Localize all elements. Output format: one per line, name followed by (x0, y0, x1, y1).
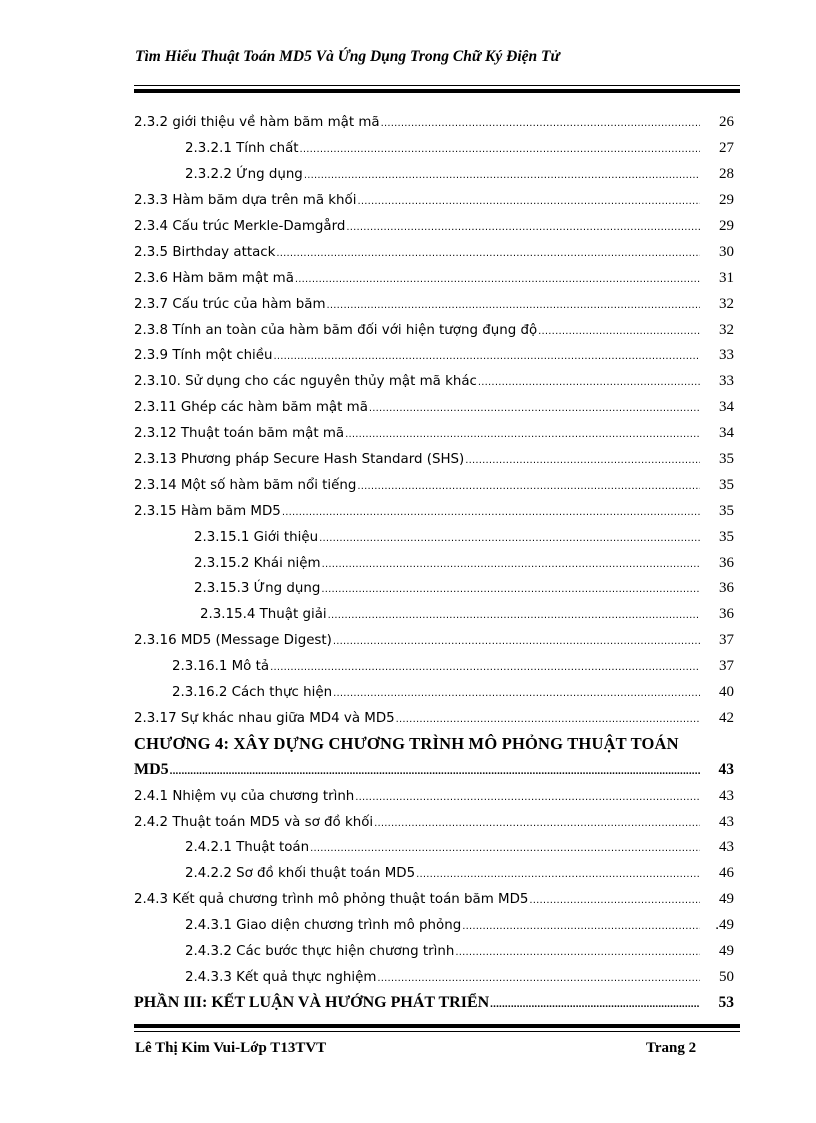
toc-entry-label: 2.3.2.1 Tính chất (185, 141, 299, 157)
dot-leader (369, 403, 700, 414)
toc-entry-page: 50 (719, 968, 734, 985)
toc-entry-page: 43 (719, 839, 734, 856)
toc-entry-page: 49 (719, 943, 734, 960)
header-rule-thick (134, 89, 740, 93)
toc-entry-label: 2.3.2 giới thiệu về hàm băm mật mã (134, 115, 380, 131)
toc-entry[interactable] (134, 654, 734, 680)
toc-entry-page: 35 (719, 451, 734, 468)
toc-entry[interactable] (134, 913, 734, 939)
dot-leader (170, 765, 700, 777)
dot-leader (333, 636, 700, 647)
toc-chapter-4 (134, 731, 734, 783)
toc-entry[interactable] (134, 550, 734, 576)
dot-leader (355, 792, 700, 803)
footer-author: Lê Thị Kim Vui-Lớp T13TVT (135, 1040, 327, 1056)
toc-entry-page: 40 (719, 684, 734, 701)
toc-entry-label: 2.3.8 Tính an toàn của hàm băm đối với hiện tượng đụng độ (134, 322, 538, 338)
toc-entry-page: 35 (719, 528, 734, 545)
toc-section-2-4 (134, 783, 734, 990)
toc-entry[interactable] (134, 214, 734, 240)
footer-rule-thin (134, 1031, 740, 1032)
toc-entry-label: 2.4.2 Thuật toán MD5 và sơ đồ khối (134, 814, 374, 830)
running-header-title: Tìm Hiểu Thuật Toán MD5 Và Ứng Dụng Trong Chữ Ký Điện Tử (135, 48, 560, 65)
toc-entry-page: 49 (719, 891, 734, 908)
table-of-contents (134, 110, 734, 1016)
dot-leader (322, 559, 700, 570)
toc-entry[interactable] (134, 265, 734, 291)
toc-part-3[interactable] (134, 990, 734, 1016)
toc-entry-label: 2.3.15.1 Giới thiệu (194, 529, 319, 545)
toc-entry-page: 34 (719, 399, 734, 416)
toc-entry-label: 2.3.15 Hàm băm MD5 (134, 503, 281, 519)
toc-entry-label: 2.3.4 Cấu trúc Merkle-Damgård (134, 219, 346, 234)
toc-entry-page: 36 (719, 554, 734, 571)
toc-entry-label: 2.4.3.3 Kết quả thực nghiệm (185, 969, 377, 985)
toc-entry[interactable] (134, 421, 734, 447)
toc-entry-page: 31 (719, 269, 734, 286)
toc-entry-label: 2.3.5 Birthday attack (134, 244, 276, 260)
toc-entry[interactable] (134, 576, 734, 602)
header-rule-thin (134, 85, 740, 86)
dot-leader (381, 118, 700, 129)
toc-entry-page: 37 (719, 658, 734, 675)
toc-entry-page: 29 (719, 192, 734, 209)
dot-leader (455, 947, 700, 958)
dot-leader (274, 351, 701, 362)
toc-entry-page: 34 (719, 425, 734, 442)
toc-entry-label: 2.3.6 Hàm băm mật mã (134, 270, 294, 286)
toc-entry[interactable] (134, 239, 734, 265)
toc-entry[interactable] (134, 291, 734, 317)
toc-entry-page: 43 (719, 813, 734, 830)
dot-leader (276, 248, 700, 259)
toc-entry-label: 2.3.7 Cấu trúc của hàm băm (134, 296, 326, 312)
toc-entry-label: 2.3.15.2 Khái niệm (194, 555, 321, 571)
dot-leader (377, 973, 700, 984)
toc-entry[interactable] (134, 809, 734, 835)
toc-entry-page: 43 (719, 787, 734, 804)
dot-leader (346, 222, 700, 233)
toc-entry[interactable] (134, 162, 734, 188)
toc-entry-page: 32 (719, 321, 734, 338)
toc-entry-label: 2.4.2.1 Thuật toán (185, 840, 310, 856)
toc-entry-page: 36 (719, 580, 734, 597)
toc-entry[interactable] (134, 705, 734, 731)
toc-entry[interactable] (134, 628, 734, 654)
toc-entry-page: 26 (719, 114, 734, 131)
dot-leader (416, 869, 700, 880)
toc-entry-label: 2.3.9 Tính một chiều (134, 348, 273, 364)
toc-entry-page: 43 (718, 761, 734, 779)
toc-entry[interactable] (134, 343, 734, 369)
toc-entry-label: 2.3.14 Một số hàm băm nổi tiếng (134, 477, 357, 493)
toc-entry-label: 2.3.11 Ghép các hàm băm mật mã (134, 400, 368, 416)
toc-entry[interactable] (134, 498, 734, 524)
toc-entry-label: 2.4.2.2 Sơ đồ khối thuật toán MD5 (185, 866, 416, 882)
toc-entry-label: 2.3.15.4 Thuật giải (200, 607, 327, 623)
toc-section-2-3 (134, 110, 734, 731)
toc-entry-label: 2.3.2.2 Ứng dụng (185, 167, 303, 183)
toc-entry-page: 35 (719, 476, 734, 493)
dot-leader (396, 714, 700, 725)
toc-entry[interactable] (134, 317, 734, 343)
chapter-4-title-continued[interactable] (134, 757, 734, 783)
toc-entry-label: 2.3.12 Thuật toán băm mật mã (134, 426, 345, 442)
toc-entry-page: 46 (719, 865, 734, 882)
toc-entry-label: 2.3.16 MD5 (Message Digest) (134, 633, 332, 649)
dot-leader (310, 843, 700, 854)
toc-entry[interactable] (134, 447, 734, 473)
toc-entry[interactable] (134, 887, 734, 913)
footer-page-number: Trang 2 (646, 1040, 697, 1056)
toc-entry-page: 29 (719, 218, 734, 234)
toc-entry-label: 2.3.15.3 Ứng dụng (194, 581, 321, 597)
dot-leader (374, 818, 700, 829)
toc-entry[interactable] (134, 835, 734, 861)
toc-entry-page: 30 (719, 243, 734, 260)
toc-entry-label: 2.4.3 Kết quả chương trình mô phỏng thuật toán băm MD5 (134, 892, 529, 908)
toc-entry[interactable] (134, 110, 734, 136)
dot-leader (327, 300, 700, 311)
dot-leader (462, 921, 700, 932)
toc-entry-label: 2.4.1 Nhiệm vụ của chương trình (134, 788, 355, 804)
toc-entry[interactable] (134, 524, 734, 550)
toc-entry[interactable] (134, 136, 734, 162)
toc-entry[interactable] (134, 369, 734, 395)
toc-entry[interactable] (134, 861, 734, 887)
toc-entry[interactable] (134, 472, 734, 498)
dot-leader (319, 533, 700, 544)
toc-entry-label: 2.3.13 Phương pháp Secure Hash Standard (SHS) (134, 452, 465, 468)
dot-leader (529, 895, 700, 906)
chapter-4-title: CHƯƠNG 4: XÂY DỰNG CHƯƠNG TRÌNH MÔ PHỎNG THUẬT TOÁN (134, 734, 679, 754)
dot-leader (328, 610, 700, 621)
dot-leader (295, 274, 700, 285)
toc-entry-label: 2.3.16.2 Cách thực hiện (172, 685, 333, 701)
toc-entry-label: PHẦN III: KẾT LUẬN VÀ HƯỚNG PHÁT TRIỂN (134, 994, 490, 1012)
dot-leader (478, 377, 700, 388)
toc-entry-label: 2.4.3.1 Giao diện chương trình mô phỏng (185, 918, 462, 934)
toc-entry-label: 2.3.10. Sử dụng cho các nguyên thủy mật mã khác (134, 374, 477, 390)
dot-leader (333, 688, 700, 699)
toc-entry-page: 53 (718, 994, 734, 1012)
toc-entry[interactable] (134, 602, 734, 628)
toc-entry-page: 27 (719, 140, 734, 157)
dot-leader (300, 144, 700, 155)
dot-leader (304, 170, 700, 181)
toc-entry-label: 2.3.3 Hàm băm dựa trên mã khối (134, 193, 357, 209)
toc-entry-page: 33 (719, 373, 734, 390)
dot-leader (357, 481, 700, 492)
toc-entry[interactable] (134, 680, 734, 706)
dot-leader (465, 455, 700, 466)
toc-entry-page: 37 (719, 632, 734, 649)
dot-leader (282, 507, 700, 518)
toc-entry[interactable] (134, 965, 734, 991)
footer-rule-thick (134, 1024, 740, 1028)
toc-entry-page: 32 (719, 295, 734, 312)
toc-entry-label: 2.3.17 Sự khác nhau giữa MD4 và MD5 (134, 710, 395, 726)
toc-entry[interactable] (134, 783, 734, 809)
toc-entry-page: 35 (719, 502, 734, 519)
dot-leader (490, 998, 700, 1010)
dot-leader (538, 326, 700, 337)
toc-entry[interactable] (134, 188, 734, 214)
dot-leader (321, 584, 700, 595)
dot-leader (357, 196, 700, 207)
dot-leader (345, 429, 700, 440)
toc-entry[interactable] (134, 395, 734, 421)
toc-entry-label: 2.4.3.2 Các bước thực hiện chương trình (185, 944, 455, 960)
toc-entry-page: 42 (719, 709, 734, 726)
toc-entry-page: 33 (719, 347, 734, 364)
toc-entry-page: 36 (719, 606, 734, 623)
toc-entry-page: 28 (719, 166, 734, 183)
toc-entry-label: MD5 (134, 761, 169, 779)
dot-leader (270, 662, 700, 673)
toc-entry-label: 2.3.16.1 Mô tả (172, 659, 270, 675)
toc-entry[interactable] (134, 939, 734, 965)
toc-entry-page: .49 (715, 917, 734, 934)
